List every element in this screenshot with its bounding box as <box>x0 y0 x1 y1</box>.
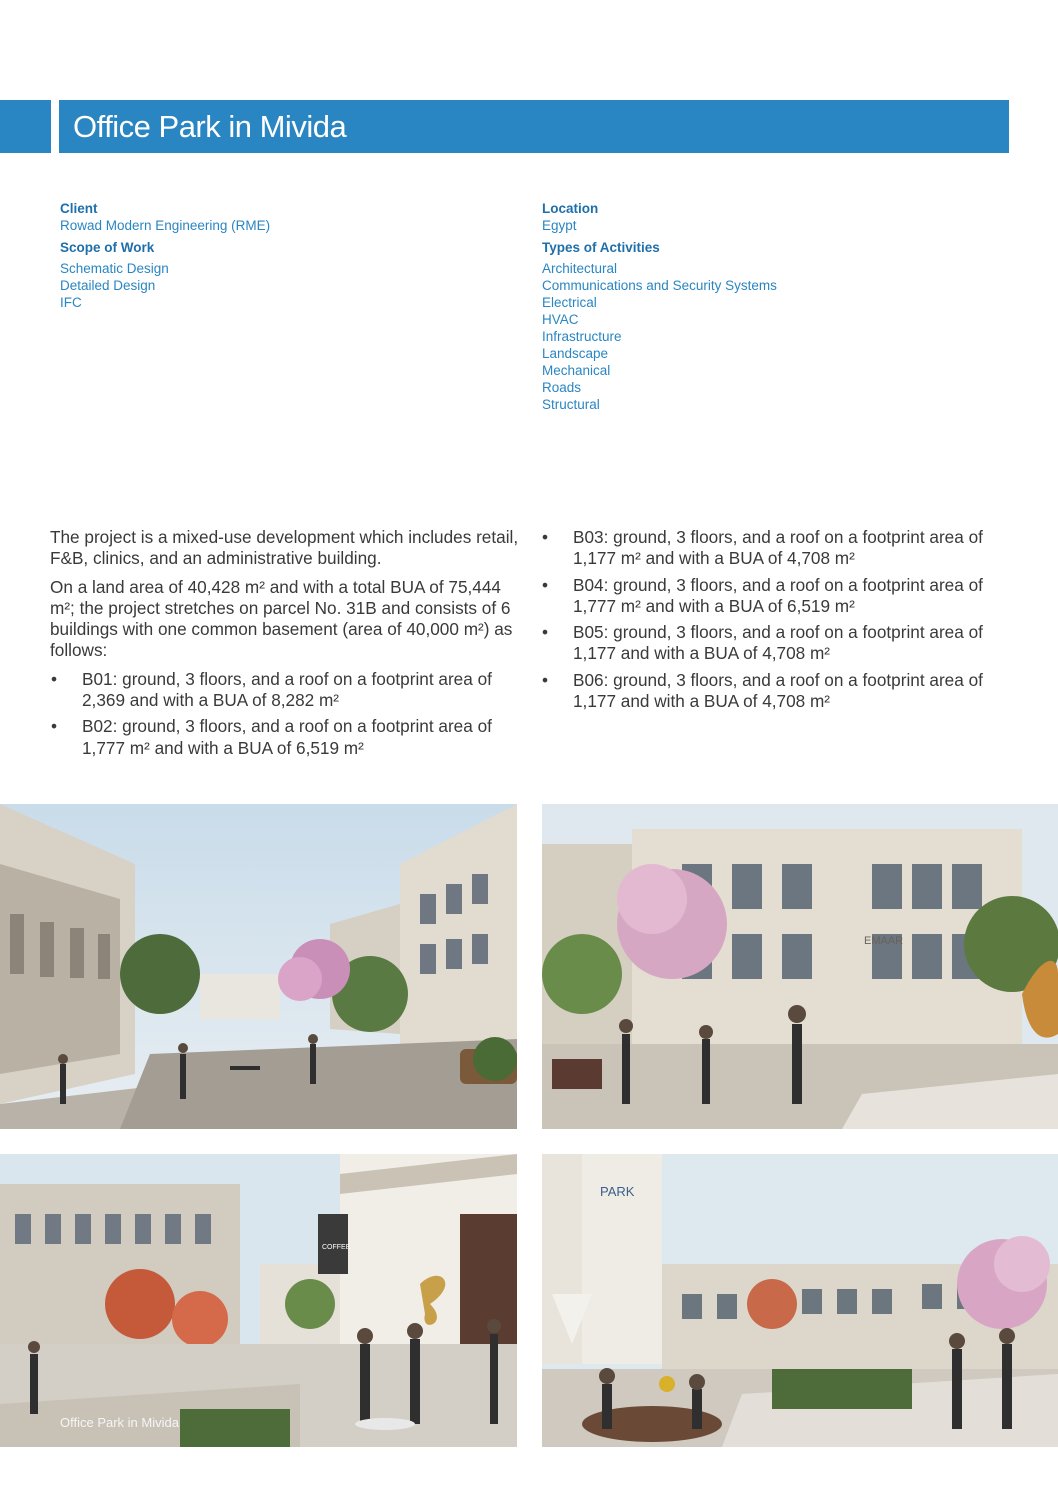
bullet-text: B02: ground, 3 floors, and a roof on a footprint area of 1,777 m² and with a BUA of 6,519 m² <box>82 716 492 758</box>
building-bullet <box>50 716 520 759</box>
building-bullet <box>541 575 1011 618</box>
page-title: Office Park in Mivida <box>73 109 347 144</box>
activity-item: Architectural <box>542 261 618 276</box>
rendering-photo-park <box>542 1154 1058 1447</box>
activities-list <box>542 260 1002 413</box>
building-bullet <box>541 622 1011 665</box>
bullet-icon: • <box>51 716 58 737</box>
park-sign: PARK <box>600 1184 635 1199</box>
scope-item: Detailed Design <box>60 278 156 293</box>
building-bullet <box>50 669 520 712</box>
coffee-sign: COFFEE <box>322 1244 351 1251</box>
building-bullet <box>541 527 1011 570</box>
activity-item: Electrical <box>542 295 597 310</box>
photo-caption: Office Park in Mivida <box>60 1415 179 1430</box>
description-right <box>541 527 1011 717</box>
bullet-text: B04: ground, 3 floors, and a roof on a footprint area of 1,777 m² and with a BUA of 6,519 m² <box>573 574 983 616</box>
activity-item: Communications and Security Systems <box>542 278 777 293</box>
header-bar <box>59 100 1009 153</box>
description-left <box>50 527 520 764</box>
bullet-icon: • <box>542 669 549 690</box>
client-value: Rowad Modern Engineering (RME) <box>60 218 271 233</box>
building-bullet <box>541 670 1011 713</box>
bullet-icon: • <box>542 574 549 595</box>
emaar-sign: EMAAR <box>864 935 904 947</box>
bullet-text: B01: ground, 3 floors, and a roof on a footprint area of 2,369 and with a BUA of 8,282 m² <box>82 668 492 711</box>
bullet-icon: • <box>542 527 549 547</box>
activity-item: Infrastructure <box>542 329 622 344</box>
scope-item: IFC <box>60 295 82 310</box>
scope-list <box>60 260 480 311</box>
rendering-photo-street <box>0 804 517 1129</box>
bullet-text: B05: ground, 3 floors, and a roof on a footprint area of 1,177 and with a BUA of 4,708 m² <box>573 622 983 664</box>
rendering-photo-emaar <box>542 804 1058 1129</box>
scope-label: Scope of Work <box>60 240 155 255</box>
activity-item: Landscape <box>542 346 609 361</box>
description-paragraph: On a land area of 40,428 m² and with a total BUA of 75,444 m²; the project stretches on parcel No. 31B and consists of 6 buildings with one common basement (area of 40,000 m²) as follows: <box>50 576 513 661</box>
bullet-icon: • <box>51 668 58 689</box>
location-value: Egypt <box>542 218 577 233</box>
header-accent-block <box>0 100 51 153</box>
activities-label: Types of Activities <box>542 240 660 255</box>
activity-item: Roads <box>542 380 582 395</box>
project-meta-left <box>60 200 480 311</box>
bullet-text: B03: ground, 3 floors, and a roof on a footprint area of 1,177 m² and with a BUA of 4,708 m² <box>573 527 983 569</box>
activity-item: Structural <box>542 397 600 412</box>
project-meta-right <box>542 200 1002 413</box>
rendering-photo-coffee <box>0 1154 517 1447</box>
location-label: Location <box>542 201 599 216</box>
activity-item: Mechanical <box>542 363 611 378</box>
bullet-text: B06: ground, 3 floors, and a roof on a footprint area of 1,177 and with a BUA of 4,708 m² <box>573 669 983 712</box>
activity-item: HVAC <box>542 312 579 327</box>
description-paragraph: The project is a mixed-use development which includes retail, F&B, clinics, and an administrative building. <box>50 527 519 569</box>
scope-item: Schematic Design <box>60 261 169 276</box>
client-label: Client <box>60 201 98 216</box>
bullet-icon: • <box>542 622 549 643</box>
